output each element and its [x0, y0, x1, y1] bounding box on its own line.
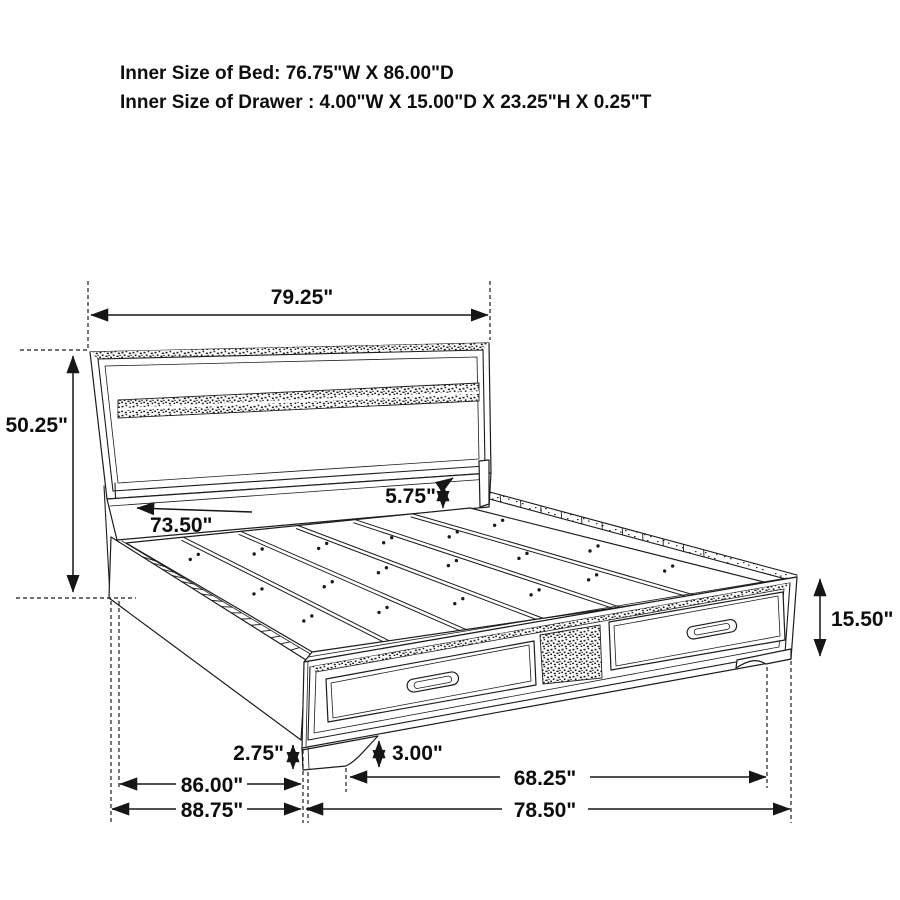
title-inner-size-drawer: Inner Size of Drawer : 4.00"W X 15.00"D X 23.25"H X 0.25"T [120, 92, 652, 113]
dim-headboard-height-label: 50.25" [5, 414, 68, 437]
dim-total-depth-label: 88.75" [180, 799, 244, 822]
title-inner-size-bed: Inner Size of Bed: 76.75"W X 86.00"D [120, 63, 454, 84]
dim-footboard-width [306, 799, 790, 822]
dim-footboard-height [820, 579, 894, 656]
dim-base-height [233, 742, 293, 769]
dim-footboard-height-label: 15.50" [831, 608, 894, 631]
dim-drawer-span-label: 68.25" [513, 767, 577, 790]
dim-base-height-label: 2.75" [233, 742, 284, 765]
bed-drawing [90, 343, 797, 770]
dim-footboard-width-label: 78.50" [513, 799, 577, 822]
dim-rail-height-label: 5.75" [385, 485, 436, 508]
dim-inner-width-label: 73.50" [150, 514, 213, 537]
dim-foot-clearance [379, 741, 443, 767]
dim-headboard-width [88, 281, 490, 351]
dim-headboard-width-label: 79.25" [270, 286, 334, 309]
dim-foot-clearance-label: 3.00" [392, 742, 443, 765]
dim-total-depth [112, 799, 301, 822]
headboard-right-post [479, 460, 489, 507]
center-sparkle-panel [540, 625, 602, 684]
dim-inner-depth [120, 774, 301, 797]
dim-inner-depth-label: 86.00" [180, 774, 244, 797]
